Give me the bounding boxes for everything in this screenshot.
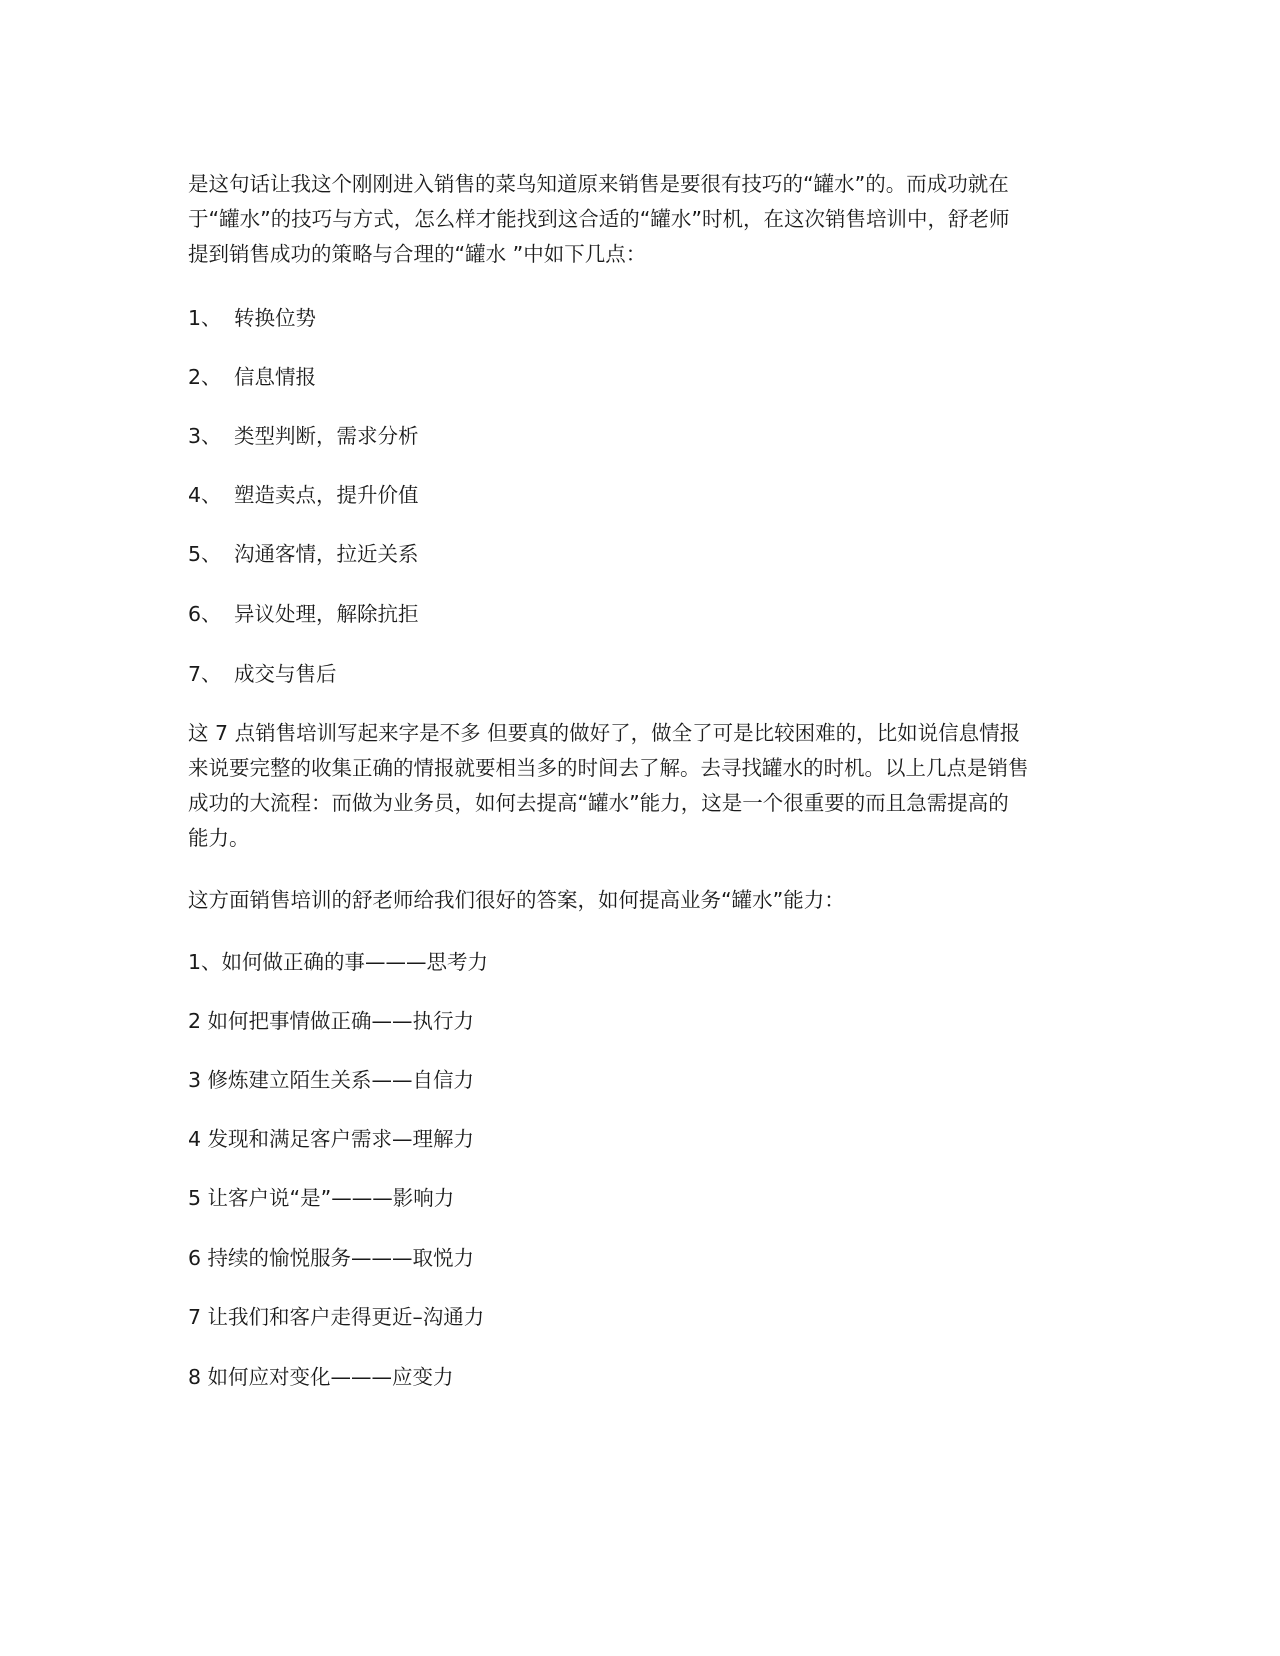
list-item: 3 修炼建立陌生关系——自信力 [188, 1068, 475, 1092]
intro-line: 提到销售成功的策略与合理的“罐水 ”中如下几点： [188, 242, 647, 266]
list-item: 1、如何做正确的事———思考力 [188, 950, 489, 974]
list-number: 1、 [188, 306, 222, 330]
list-item: 8 如何应对变化———应变力 [188, 1365, 454, 1389]
list-number: 2、 [188, 365, 222, 389]
intro-line: 是这句话让我这个刚刚进入销售的菜鸟知道原来销售是要很有技巧的“罐水”的。而成功就在 [188, 172, 1009, 196]
list-number: 5、 [188, 542, 222, 566]
list-item [188, 365, 316, 389]
list-text: 异议处理，解除抗拒 [234, 602, 419, 626]
answer-intro: 这方面销售培训的舒老师给我们很好的答案，如何提高业务“罐水”能力： [188, 888, 845, 912]
list-item: 4 发现和满足客户需求—理解力 [188, 1127, 475, 1151]
list-text: 成交与售后 [234, 662, 337, 686]
list-item: 5 让客户说“是”———影响力 [188, 1186, 455, 1210]
list-item [188, 483, 419, 507]
list-item: 7 让我们和客户走得更近–沟通力 [188, 1305, 485, 1329]
list-number: 4、 [188, 483, 222, 507]
intro-line: 于“罐水”的技巧与方式，怎么样才能找到这合适的“罐水”时机，在这次销售培训中，舒老师 [188, 207, 1010, 231]
list-item [188, 602, 419, 626]
list-number: 3、 [188, 424, 222, 448]
list-text: 类型判断，需求分析 [234, 424, 419, 448]
list-item [188, 306, 316, 330]
intro-paragraph [188, 167, 1009, 272]
summary-line: 这 7 点销售培训写起来字是不多 但要真的做好了，做全了可是比较困难的，比如说信息情报 [188, 721, 1021, 745]
summary-paragraph [188, 716, 1029, 856]
list-item: 6 持续的愉悦服务———取悦力 [188, 1246, 475, 1270]
list-text: 塑造卖点，提升价值 [234, 483, 419, 507]
list-item [188, 424, 419, 448]
summary-line: 成功的大流程：而做为业务员，如何去提高“罐水”能力，这是一个很重要的而且急需提高的 [188, 791, 1009, 815]
list-text: 信息情报 [234, 365, 316, 389]
list-text: 转换位势 [234, 306, 316, 330]
list-number: 7、 [188, 662, 222, 686]
summary-line: 来说要完整的收集正确的情报就要相当多的时间去了解。去寻找罐水的时机。以上几点是销售 [188, 756, 1029, 780]
list-number: 6、 [188, 602, 222, 626]
list-text: 沟通客情，拉近关系 [234, 542, 419, 566]
list-item [188, 662, 337, 686]
list-item: 2 如何把事情做正确——执行力 [188, 1009, 475, 1033]
list-item [188, 542, 419, 566]
summary-line: 能力。 [188, 826, 250, 850]
